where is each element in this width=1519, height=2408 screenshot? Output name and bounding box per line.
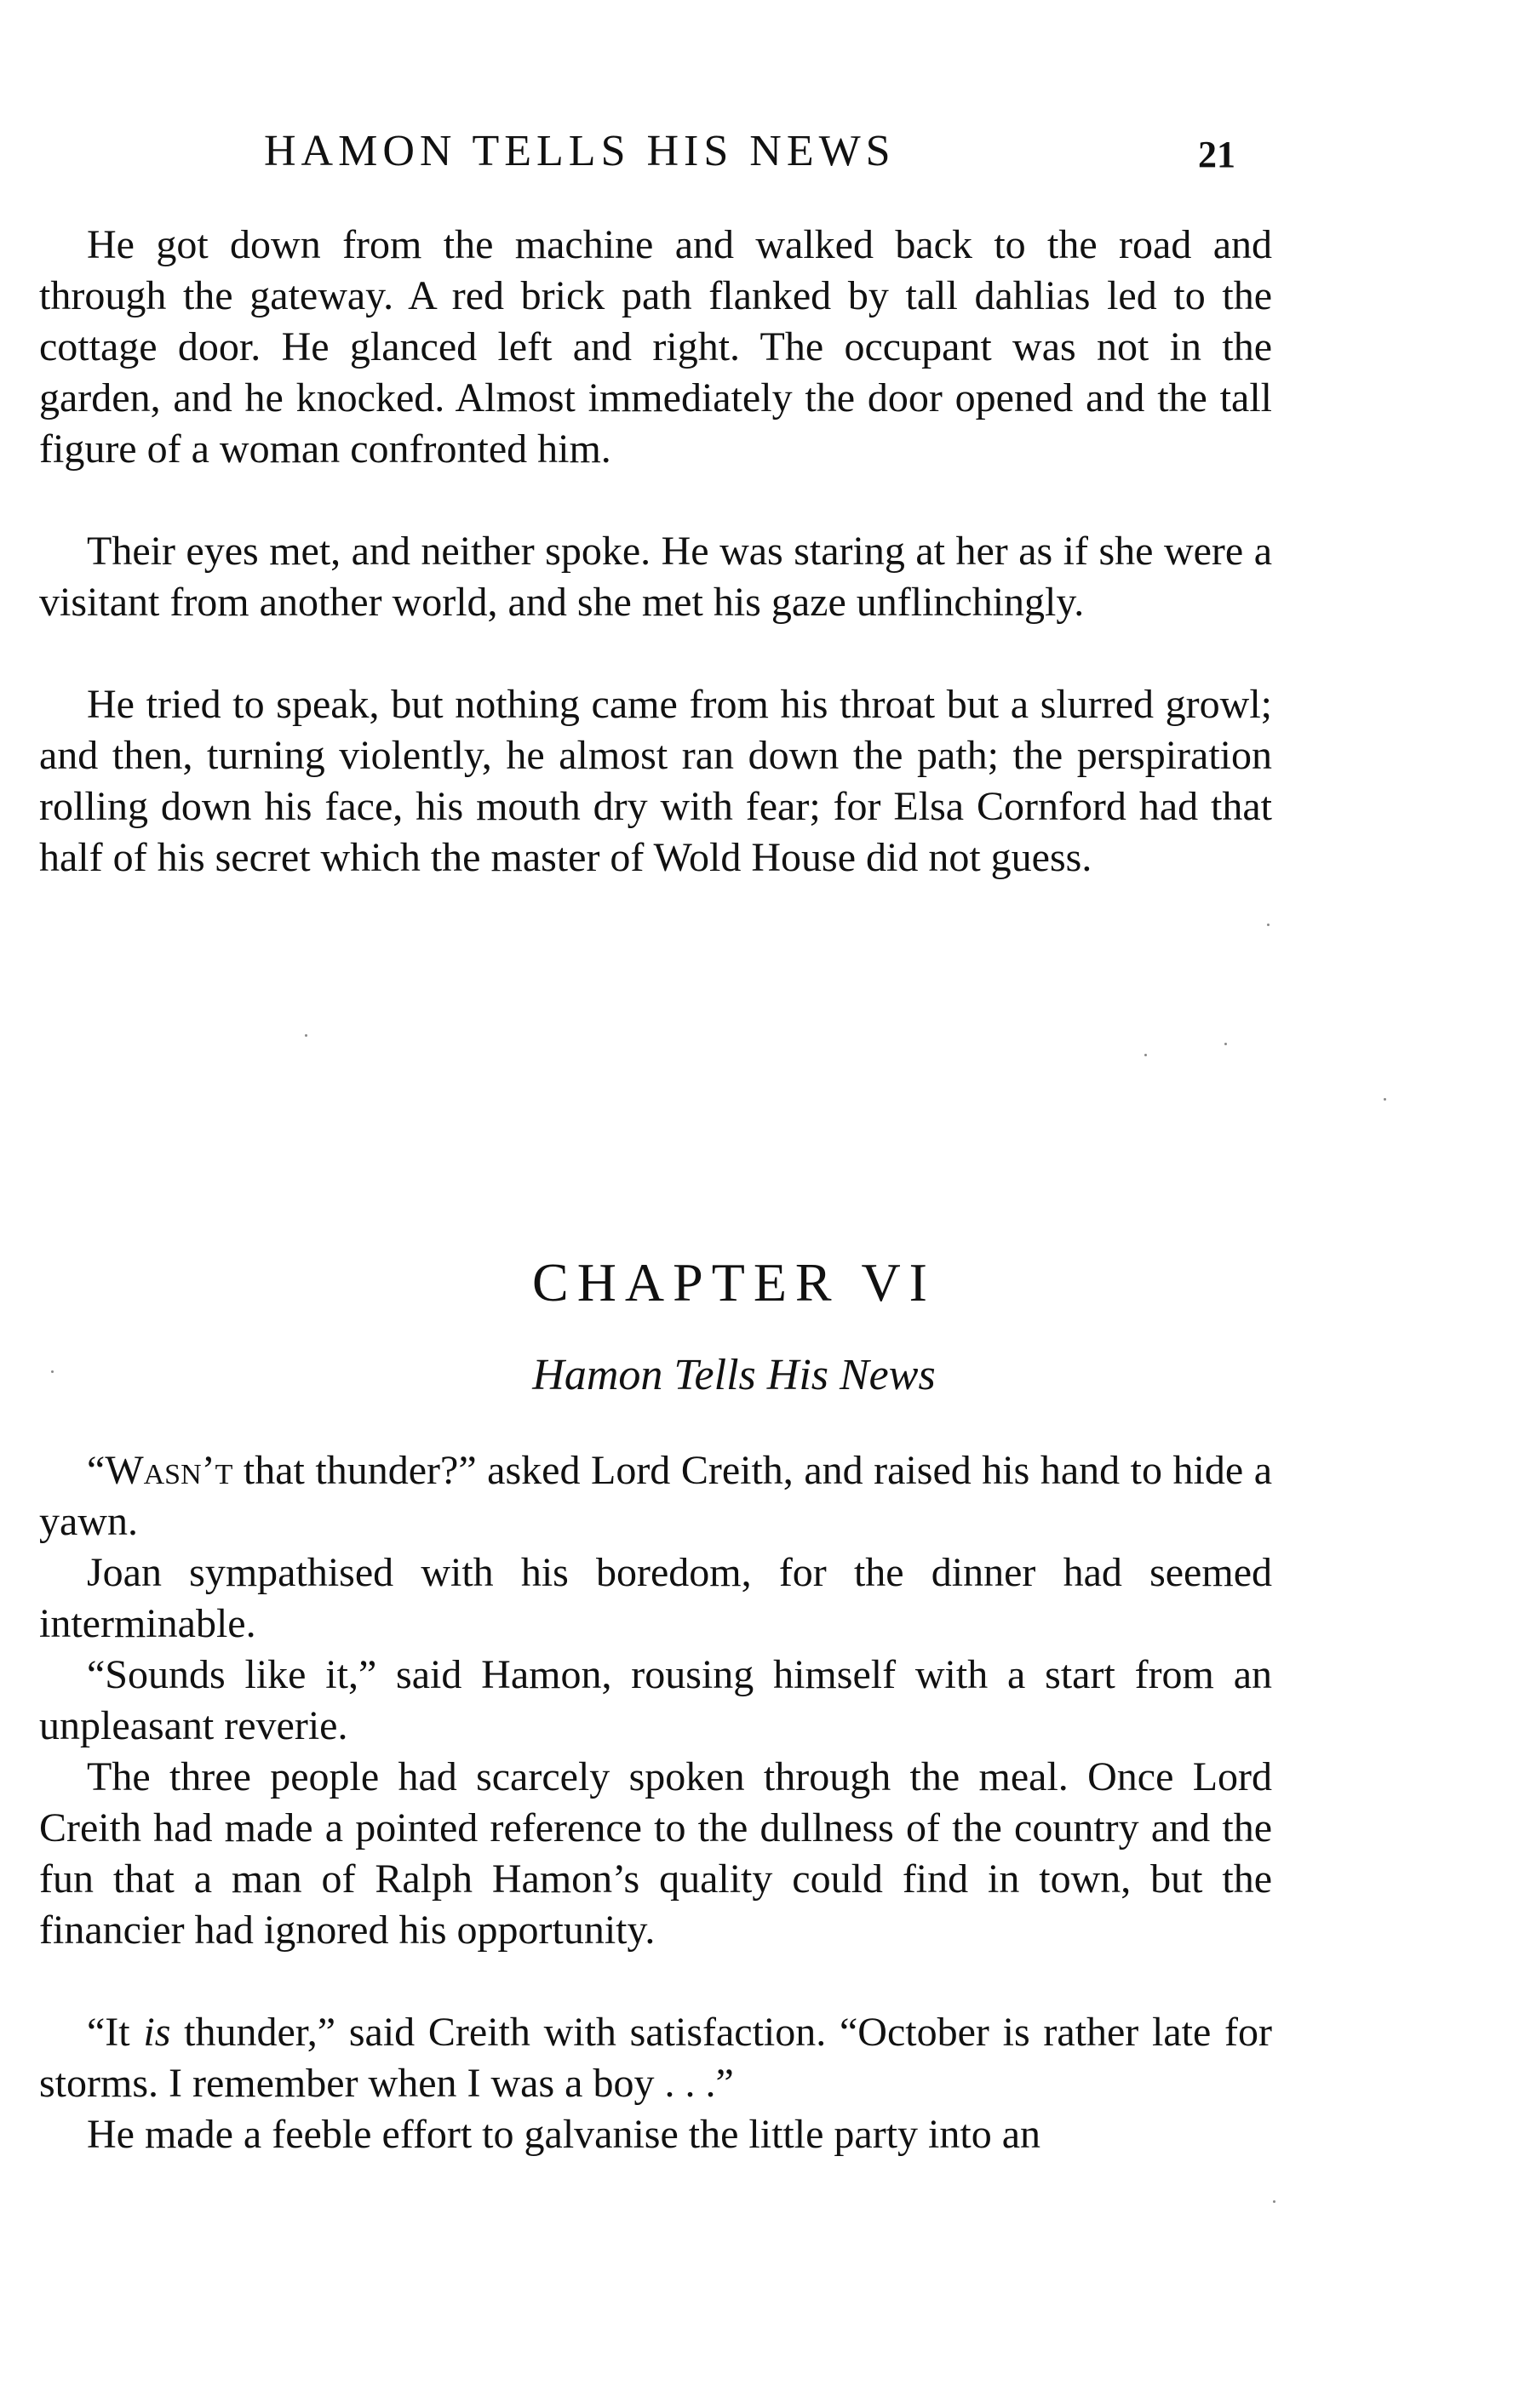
paragraph: He made a feeble effort to galvanise the little party into an bbox=[87, 2112, 1041, 2157]
paragraph: Their eyes met, and neither spoke. He was staring at her as if she were a visitant from another world, and she met his gaze unflinchingly. bbox=[39, 529, 1272, 625]
page-number: 21 bbox=[1198, 134, 1235, 175]
emphasis: is bbox=[143, 2010, 171, 2055]
paper-speck bbox=[1273, 2200, 1275, 2203]
chapter-heading-text: CHAPTER VI bbox=[532, 1252, 936, 1313]
lead-word: Wasn’t bbox=[105, 1448, 233, 1493]
running-head: HAMON TELLS HIS NEWS bbox=[264, 127, 896, 175]
chapter-subtitle bbox=[0, 1353, 1519, 1398]
paper-speck bbox=[1224, 1043, 1227, 1045]
paragraph-rest: that thunder?” asked Lord Creith, and raised his hand to hide a yawn. bbox=[39, 1448, 1272, 1544]
paragraph bbox=[39, 2007, 1272, 2109]
paragraph: Joan sympathised with his boredom, for the dinner had seemed interminable. bbox=[39, 1550, 1272, 1646]
paragraph: He got down from the machine and walked back to the road and through the gateway. A red brick path flanked by tall dahlias led to the cottage door. He glanced left and right. The occupant was not in the garden, and he knocked. Almost immediately the door opened and the tall figure of a woman confronted him. bbox=[39, 222, 1272, 472]
paragraph: “Sounds like it,” said Hamon, rousing himself with a start from an unpleasant reverie. bbox=[39, 1652, 1272, 1748]
paper-speck bbox=[305, 1034, 307, 1037]
paper-speck bbox=[1384, 1098, 1386, 1101]
open-quote: “ bbox=[87, 1448, 106, 1493]
chapter-opening-paragraph bbox=[39, 1445, 1272, 1547]
paper-speck bbox=[1144, 1054, 1147, 1056]
text-part: “It bbox=[87, 2010, 144, 2055]
paper-speck bbox=[51, 1370, 54, 1373]
chapter-heading bbox=[0, 1252, 1519, 1313]
text-part: thunder,” said Creith with satisfaction. “October is rather late for storms. I remember when I was a boy . . .” bbox=[39, 2010, 1272, 2106]
paper-speck bbox=[1267, 924, 1270, 926]
paragraph: He tried to speak, but nothing came from his throat but a slurred growl; and then, turning violently, he almost ran down the path; the perspiration rolling down his face, his mouth dry with fear; for Elsa Cornford had that half of his secret which the master of Wold House did not guess. bbox=[39, 682, 1272, 880]
chapter-subtitle-text: Hamon Tells His News bbox=[532, 1351, 936, 1399]
paragraph: The three people had scarcely spoken through the meal. Once Lord Creith had made a pointed reference to the dullness of the country and the fun that a man of Ralph Hamon’s quality could find in town, but the financier had ignored his opportunity. bbox=[39, 1754, 1272, 1953]
